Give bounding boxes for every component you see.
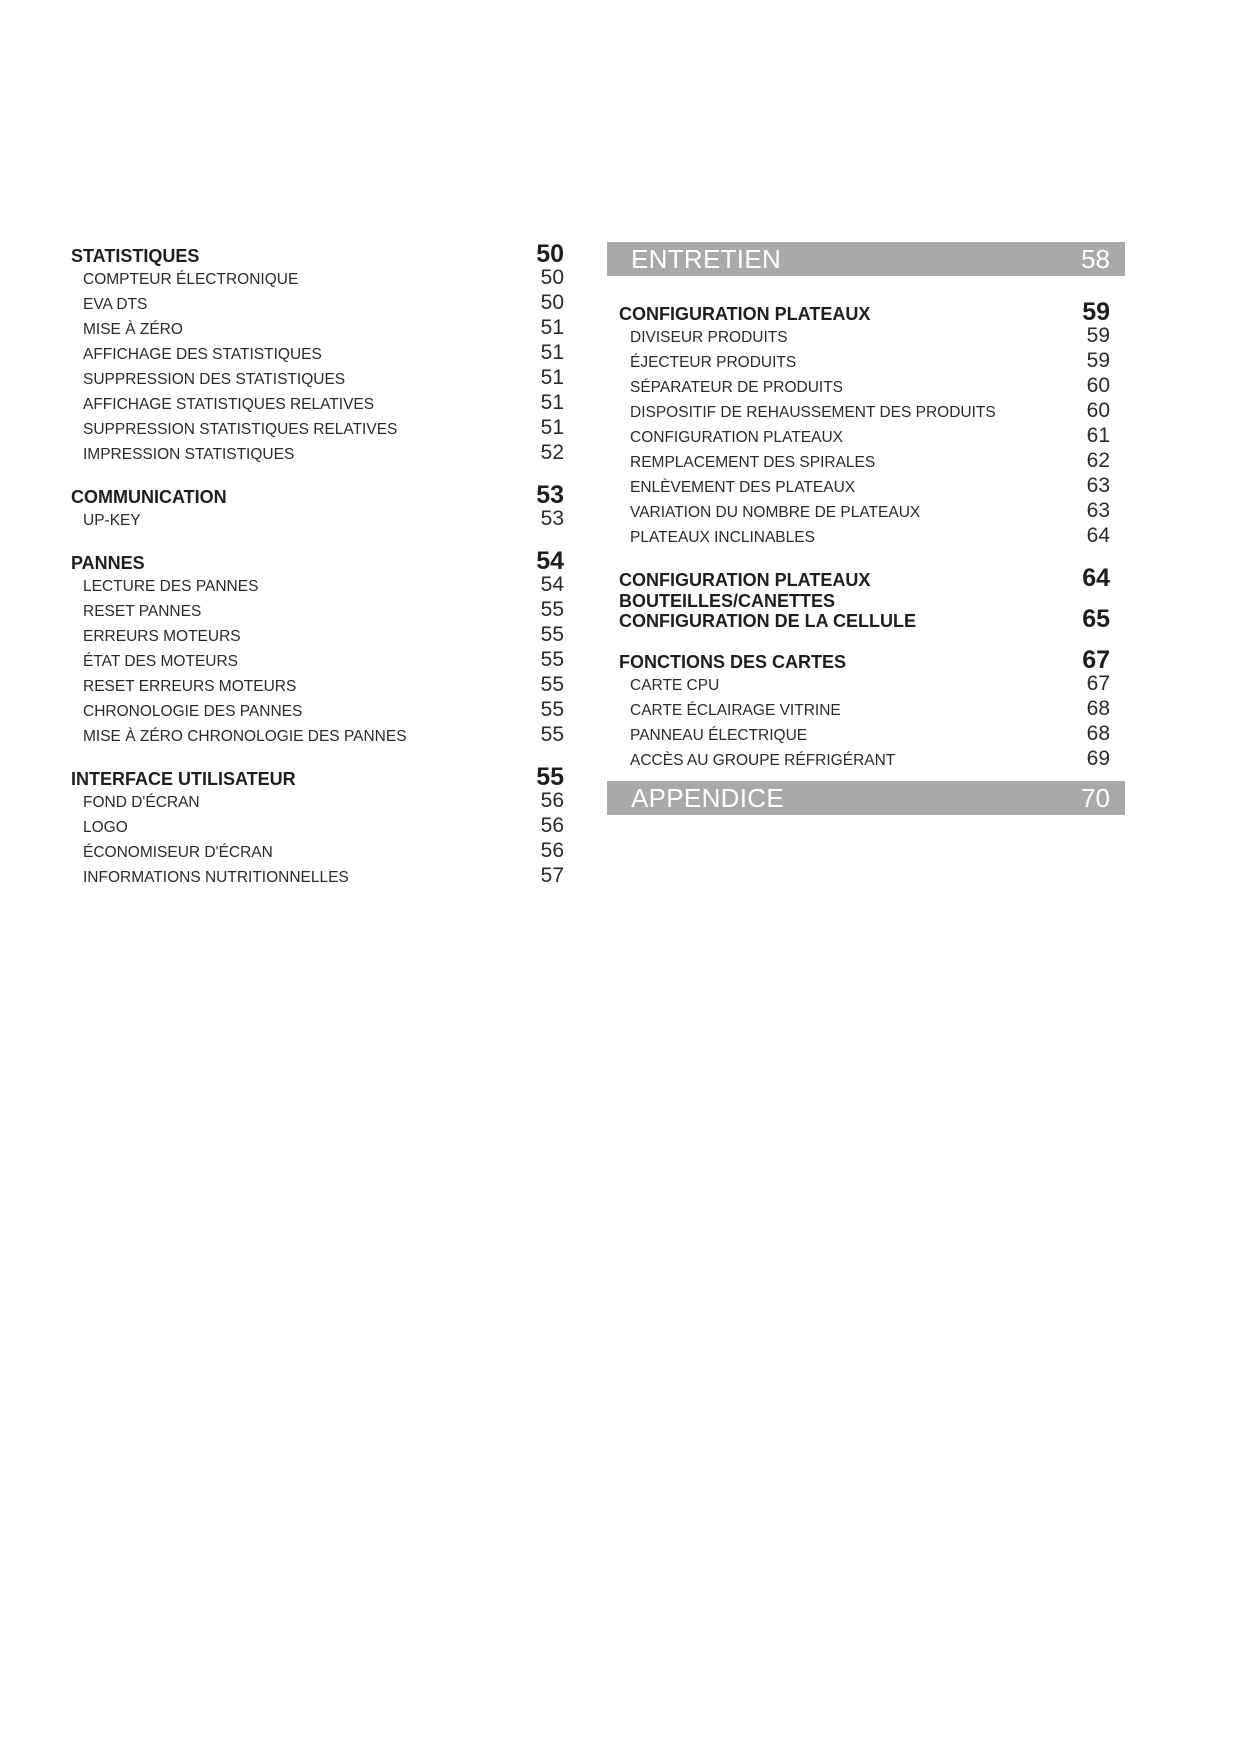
toc-entry[interactable]: [607, 324, 1125, 349]
entry-page-number: 59: [1086, 349, 1110, 372]
entry-title: RESET ERREURS MOTEURS: [83, 678, 297, 695]
entry-page-number: 64: [1086, 524, 1110, 547]
entry-title: ENLÈVEMENT DES PLATEAUX: [630, 479, 856, 496]
entry-title: CARTE ÉCLAIRAGE VITRINE: [630, 702, 841, 719]
entry-title: LECTURE DES PANNES: [83, 578, 259, 595]
entry-page-number: 56: [540, 814, 564, 837]
chapter-band-entretien[interactable]: [607, 242, 1125, 276]
entry-page-number: 60: [1086, 399, 1110, 422]
toc-entry[interactable]: [71, 723, 564, 748]
toc-entry[interactable]: [71, 864, 564, 889]
entry-title: FOND D'ÉCRAN: [83, 794, 200, 811]
entry-page-number: 56: [540, 789, 564, 812]
toc-entry[interactable]: [607, 722, 1125, 747]
entry-page-number: 63: [1086, 499, 1110, 522]
entry-page-number: 55: [540, 598, 564, 621]
toc-entry[interactable]: [607, 747, 1125, 772]
entry-title: COMPTEUR ÉLECTRONIQUE: [83, 271, 299, 288]
toc-section-heading[interactable]: [607, 564, 1125, 611]
section-title: CONFIGURATION DE LA CELLULE: [619, 611, 916, 631]
toc-section: [71, 547, 564, 748]
toc-entry[interactable]: [607, 499, 1125, 524]
entry-page-number: 55: [540, 648, 564, 671]
entry-title: SÉPARATEUR DE PRODUITS: [630, 379, 844, 396]
toc-left-column: [71, 240, 564, 889]
entry-page-number: 62: [1086, 449, 1110, 472]
toc-entry[interactable]: [71, 648, 564, 673]
toc-entry[interactable]: [71, 507, 564, 532]
toc-section: [607, 298, 1125, 549]
entry-title: RESET PANNES: [83, 603, 202, 620]
chapter-title: ENTRETIEN: [631, 243, 782, 274]
toc-section: [607, 564, 1125, 611]
toc-entry[interactable]: [71, 441, 564, 466]
entry-title: CARTE CPU: [630, 677, 720, 694]
chapter-title: APPENDICE: [631, 782, 784, 813]
entry-title: DIVISEUR PRODUITS: [630, 329, 788, 346]
toc-section-heading[interactable]: [71, 240, 564, 266]
toc-entry[interactable]: [71, 789, 564, 814]
entry-title: REMPLACEMENT DES SPIRALES: [630, 454, 876, 471]
section-page-number: 65: [1082, 605, 1110, 633]
entry-page-number: 67: [1086, 672, 1110, 695]
entry-page-number: 61: [1086, 424, 1110, 447]
toc-entry[interactable]: [71, 698, 564, 723]
entry-page-number: 68: [1086, 697, 1110, 720]
section-title: STATISTIQUES: [71, 246, 200, 266]
toc-entry[interactable]: [71, 366, 564, 391]
section-page-number: 55: [536, 763, 564, 791]
section-page-number: 59: [1082, 298, 1110, 326]
entry-title: INFORMATIONS NUTRITIONNELLES: [83, 869, 349, 886]
entry-title: ÉTAT DES MOTEURS: [83, 653, 239, 670]
toc-entry[interactable]: [607, 524, 1125, 549]
toc-entry[interactable]: [71, 598, 564, 623]
entry-page-number: 51: [540, 366, 564, 389]
toc-entry[interactable]: [71, 416, 564, 441]
section-page-number: 64: [1082, 564, 1110, 592]
entry-page-number: 54: [540, 573, 564, 596]
entry-page-number: 56: [540, 839, 564, 862]
entry-title: UP-KEY: [83, 512, 141, 529]
toc-entry[interactable]: [71, 623, 564, 648]
entry-page-number: 50: [540, 266, 564, 289]
entry-page-number: 51: [540, 341, 564, 364]
section-title: COMMUNICATION: [71, 487, 227, 507]
entry-page-number: 52: [540, 441, 564, 464]
entry-title: EVA DTS: [83, 296, 148, 313]
entry-title: PANNEAU ÉLECTRIQUE: [630, 727, 808, 744]
toc-entry[interactable]: [607, 449, 1125, 474]
entry-title: AFFICHAGE STATISTIQUES RELATIVES: [83, 396, 375, 413]
section-page-number: 67: [1082, 646, 1110, 674]
entry-title: MISE À ZÉRO CHRONOLOGIE DES PANNES: [83, 728, 407, 745]
toc-right-column: [607, 242, 1125, 815]
toc-section-heading[interactable]: [607, 646, 1125, 672]
entry-page-number: 51: [540, 416, 564, 439]
section-title: INTERFACE UTILISATEUR: [71, 769, 296, 789]
toc-section: [71, 240, 564, 466]
entry-page-number: 51: [540, 316, 564, 339]
entry-title: ACCÈS AU GROUPE RÉFRIGÉRANT: [630, 752, 896, 769]
entry-page-number: 55: [540, 723, 564, 746]
entry-title: LOGO: [83, 819, 128, 836]
entry-title: CHRONOLOGIE DES PANNES: [83, 703, 303, 720]
section-title: FONCTIONS DES CARTES: [619, 652, 847, 672]
toc-right-sections: [607, 298, 1125, 772]
entry-page-number: 53: [540, 507, 564, 530]
section-page-number: 53: [536, 481, 564, 509]
toc-entry[interactable]: [607, 672, 1125, 697]
toc-section-heading[interactable]: [71, 547, 564, 573]
entry-page-number: 51: [540, 391, 564, 414]
toc-section-heading[interactable]: [607, 298, 1125, 324]
section-page-number: 54: [536, 547, 564, 575]
toc-section-heading[interactable]: [71, 763, 564, 789]
toc-section: [607, 646, 1125, 772]
entry-page-number: 63: [1086, 474, 1110, 497]
entry-title: MISE À ZÉRO: [83, 321, 183, 338]
entry-title: ÉJECTEUR PRODUITS: [630, 354, 797, 371]
toc-entry[interactable]: [71, 266, 564, 291]
toc-entry[interactable]: [607, 374, 1125, 399]
entry-title: CONFIGURATION PLATEAUX: [630, 429, 844, 446]
toc-section-heading[interactable]: [71, 481, 564, 507]
toc-entry[interactable]: [607, 399, 1125, 424]
entry-page-number: 55: [540, 698, 564, 721]
entry-title: ÉCONOMISEUR D'ÉCRAN: [83, 844, 273, 861]
toc-entry[interactable]: [71, 814, 564, 839]
entry-title: VARIATION DU NOMBRE DE PLATEAUX: [630, 504, 921, 521]
section-title: CONFIGURATION PLATEAUX: [619, 304, 871, 324]
entry-page-number: 59: [1086, 324, 1110, 347]
toc-entry[interactable]: [71, 316, 564, 341]
toc-entry[interactable]: [607, 697, 1125, 722]
entry-page-number: 69: [1086, 747, 1110, 770]
toc-entry[interactable]: [71, 839, 564, 864]
toc-section: [71, 763, 564, 889]
entry-title: IMPRESSION STATISTIQUES: [83, 446, 295, 463]
toc-entry[interactable]: [607, 474, 1125, 499]
chapter-page: 70: [1081, 782, 1110, 813]
entry-page-number: 68: [1086, 722, 1110, 745]
toc-entry[interactable]: [71, 673, 564, 698]
chapter-page: 58: [1081, 243, 1110, 274]
toc-entry[interactable]: [607, 424, 1125, 449]
entry-title: SUPPRESSION DES STATISTIQUES: [83, 371, 346, 388]
toc-entry[interactable]: [71, 291, 564, 316]
chapter-band-appendice[interactable]: [607, 781, 1125, 815]
toc-entry[interactable]: [607, 349, 1125, 374]
entry-page-number: 60: [1086, 374, 1110, 397]
entry-page-number: 55: [540, 623, 564, 646]
section-title: PANNES: [71, 553, 145, 573]
toc-entry[interactable]: [71, 341, 564, 366]
toc-entry[interactable]: [71, 391, 564, 416]
entry-page-number: 55: [540, 673, 564, 696]
entry-title: ERREURS MOTEURS: [83, 628, 241, 645]
section-page-number: 50: [536, 240, 564, 268]
entry-title: DISPOSITIF DE REHAUSSEMENT DES PRODUITS: [630, 404, 996, 421]
toc-entry[interactable]: [71, 573, 564, 598]
entry-page-number: 57: [540, 864, 564, 887]
entry-title: AFFICHAGE DES STATISTIQUES: [83, 346, 322, 363]
toc-section: [71, 481, 564, 532]
entry-title: PLATEAUX INCLINABLES: [630, 529, 815, 546]
section-title: CONFIGURATION PLATEAUX BOUTEILLES/CANETTES: [619, 570, 871, 611]
entry-page-number: 50: [540, 291, 564, 314]
entry-title: SUPPRESSION STATISTIQUES RELATIVES: [83, 421, 398, 438]
